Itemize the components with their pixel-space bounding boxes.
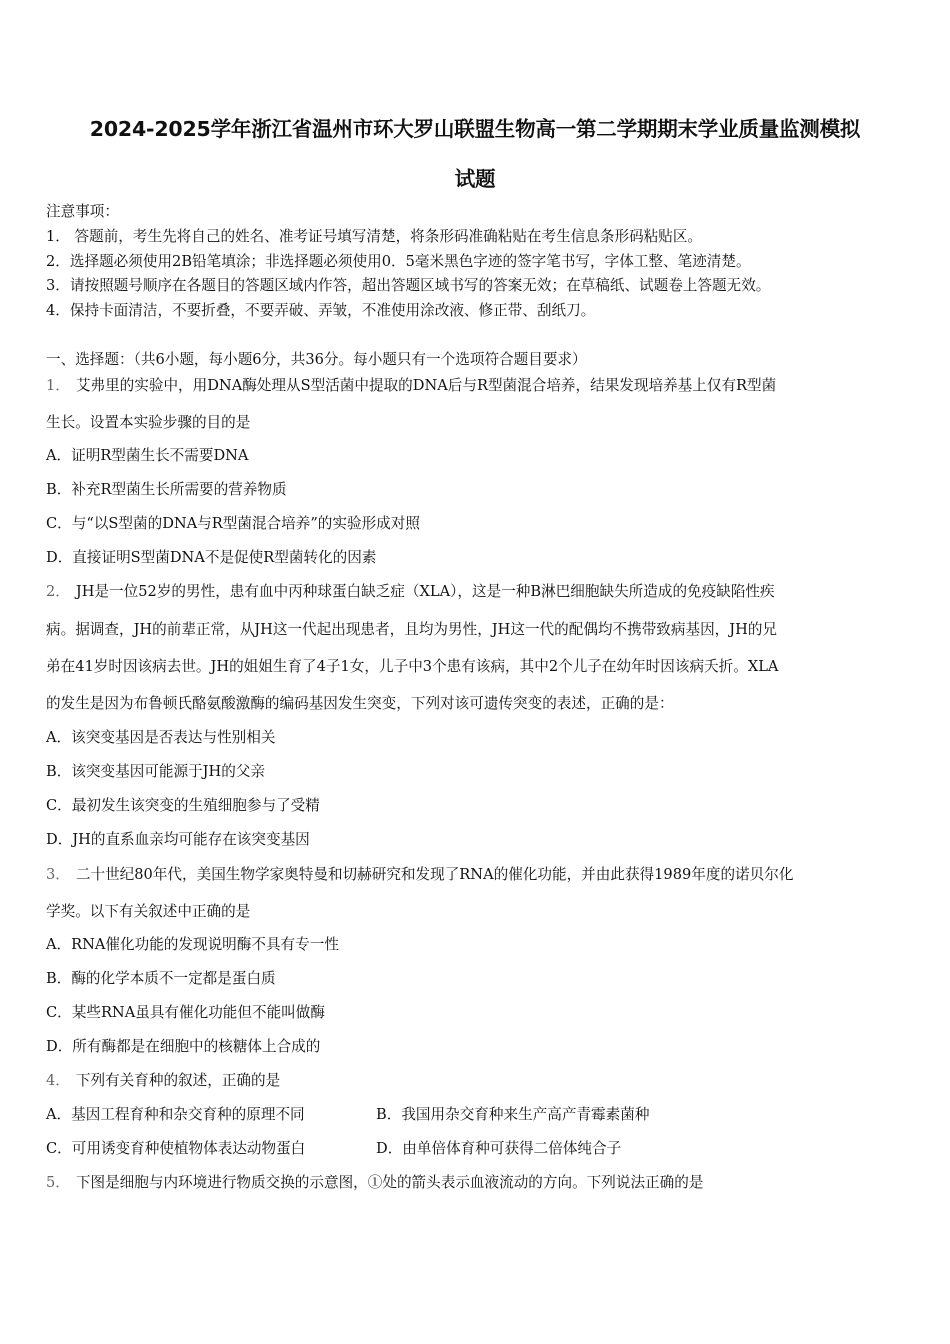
q4-options-row-2 bbox=[46, 1140, 622, 1158]
question-3-line-1 bbox=[46, 866, 793, 884]
question-number: 3． bbox=[46, 866, 70, 883]
q1-option-a: A．证明R型菌生长不需要DNA bbox=[46, 447, 249, 464]
note-item-2: 2．选择题必须使用2B铅笔填涂；非选择题必须使用0．5毫米黑色字迹的签字笔书写，字体工整、笔迹清楚。 bbox=[46, 253, 751, 270]
note-item-4: 4．保持卡面清洁，不要折叠，不要弄破、弄皱，不准使用涂改液、修正带、刮纸刀。 bbox=[46, 302, 596, 319]
q3-option-d: D．所有酶都是在细胞中的核糖体上合成的 bbox=[46, 1038, 321, 1055]
q4-option-c: C．可用诱变育种使植物体表达动物蛋白 bbox=[46, 1140, 306, 1157]
question-number: 1． bbox=[46, 377, 70, 394]
q3-option-a: A．RNA催化功能的发现说明酶不具有专一性 bbox=[46, 936, 339, 953]
question-5-line-1 bbox=[46, 1174, 703, 1192]
question-4-line-1 bbox=[46, 1072, 280, 1090]
q1-option-d: D．直接证明S型菌DNA不是促使R型菌转化的因素 bbox=[46, 549, 377, 566]
q2-option-b: B．该突变基因可能源于JH的父亲 bbox=[46, 763, 266, 780]
exam-title-line-2: 试题 bbox=[454, 167, 496, 191]
question-2-line-3: 弟在41岁时因该病去世。JH的姐姐生育了4子1女，儿子中3个患有该病，其中2个儿子在幼年时因该病夭折。XLA bbox=[46, 658, 779, 675]
question-2-line-4: 的发生是因为布鲁顿氏酪氨酸激酶的编码基因发生突变，下列对该可遗传突变的表述，正确的是： bbox=[46, 695, 674, 712]
question-text: 下图是细胞与内环境进行物质交换的示意图，①处的箭头表示血液流动的方向。下列说法正确的是 bbox=[75, 1174, 704, 1191]
q1-option-b: B．补充R型菌生长所需要的营养物质 bbox=[46, 481, 287, 498]
question-text: 二十世纪80年代，美国生物学家奥特曼和切赫研究和发现了RNA的催化功能，并由此获得1989年度的诺贝尔化 bbox=[75, 866, 794, 883]
section-heading: 一、选择题：（共6小题，每小题6分，共36分。每小题只有一个选项符合题目要求） bbox=[46, 351, 587, 368]
q4-option-a: A．基因工程育种和杂交育种的原理不同 bbox=[46, 1106, 305, 1123]
question-3-line-2: 学奖。以下有关叙述中正确的是 bbox=[46, 903, 251, 920]
q4-option-d: D．由单倍体育种可获得二倍体纯合子 bbox=[376, 1140, 622, 1157]
q2-option-d: D．JH的直系血亲均可能存在该突变基因 bbox=[46, 831, 310, 848]
q3-option-c: C．某些RNA虽具有催化功能但不能叫做酶 bbox=[46, 1004, 325, 1021]
exam-title-line-1: 2024-2025学年浙江省温州市环大罗山联盟生物高一第二学期期末学业质量监测模拟 bbox=[89, 117, 861, 141]
question-number: 5． bbox=[46, 1174, 70, 1191]
note-item-1: 1． 答题前，考生先将自己的姓名、准考证号填写清楚，将条形码准确粘贴在考生信息条形码粘贴区。 bbox=[46, 228, 703, 245]
note-item-3: 3．请按照题号顺序在各题目的答题区域内作答，超出答题区域书写的答案无效；在草稿纸、试题卷上答题无效。 bbox=[46, 277, 771, 294]
question-text: 艾弗里的实验中，用DNA酶处理从S型活菌中提取的DNA后与R型菌混合培养，结果发现培养基上仅有R型菌 bbox=[75, 377, 777, 394]
q2-option-c: C．最初发生该突变的生殖细胞参与了受精 bbox=[46, 797, 320, 814]
question-1-line-1 bbox=[46, 377, 776, 395]
question-number: 4． bbox=[46, 1072, 70, 1089]
q4-option-b: B．我国用杂交育种来生产高产青霉素菌种 bbox=[376, 1106, 650, 1123]
q3-option-b: B．酶的化学本质不一定都是蛋白质 bbox=[46, 970, 276, 987]
question-text: 下列有关育种的叙述，正确的是 bbox=[75, 1072, 281, 1089]
question-2-line-1 bbox=[46, 583, 775, 601]
q4-options-row-1 bbox=[46, 1106, 650, 1124]
q1-option-c: C．与“以S型菌的DNA与R型菌混合培养”的实验形成对照 bbox=[46, 515, 420, 532]
question-2-line-2: 病。据调查，JH的前辈正常，从JH这一代起出现患者，且均为男性，JH这一代的配偶均不携带致病基因，JH的兄 bbox=[46, 621, 778, 638]
question-text: JH是一位52岁的男性，患有血中丙种球蛋白缺乏症（XLA），这是一种B淋巴细胞缺失所造成的免疫缺陷性疾 bbox=[75, 583, 775, 600]
question-1-line-2: 生长。设置本实验步骤的目的是 bbox=[46, 414, 251, 431]
question-number: 2． bbox=[46, 583, 70, 600]
notes-heading: 注意事项： bbox=[46, 203, 119, 220]
q2-option-a: A．该突变基因是否表达与性别相关 bbox=[46, 729, 276, 746]
